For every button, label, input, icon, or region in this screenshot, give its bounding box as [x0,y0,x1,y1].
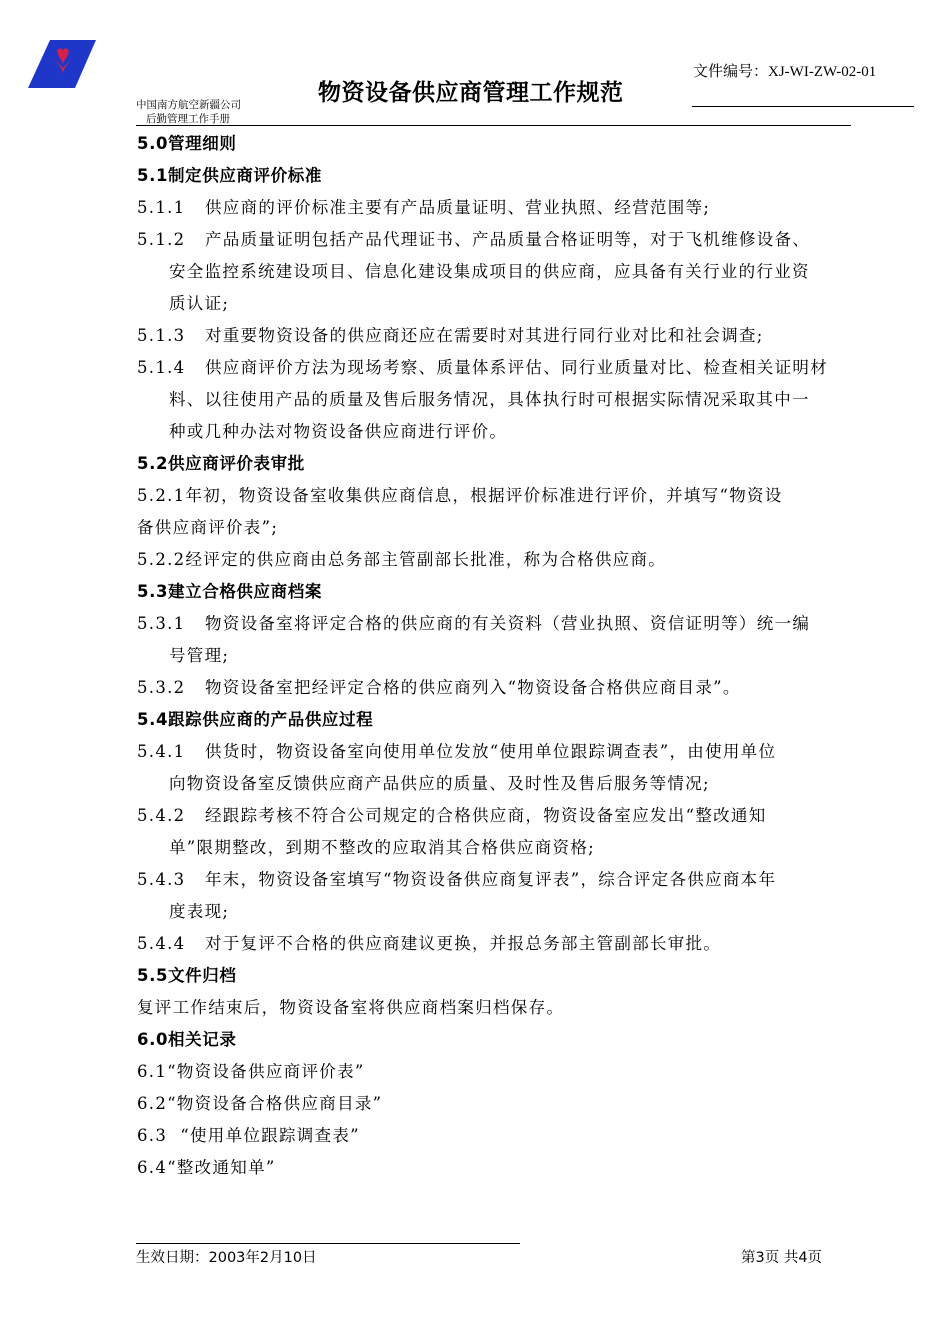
clause-continuation: 种或几种办法对物资设备供应商进行评价。 [169,422,508,441]
clause-5-3-2 [137,672,851,704]
clause-number: 5.1.2 [137,230,186,249]
airline-logo [28,40,96,88]
clause-number: 5.4.4 [137,934,186,953]
clause-text: 供应商评价方法为现场考察、质量体系评估、同行业质量对比、检查相关证明材 [205,358,828,377]
clause-text: 供货时，物资设备室向使用单位发放“使用单位跟踪调查表”，由使用单位 [205,742,777,761]
clause-text: 产品质量证明包括产品代理证书、产品质量合格证明等，对于飞机维修设备、 [205,230,811,249]
clause-5-2-1: 5.2.1年初，物资设备室收集供应商信息，根据评价标准进行评价，并填写“物资设 [137,486,783,505]
document-title: 物资设备供应商管理工作规范 [318,80,624,106]
section-5-0-heading: 5.0管理细则 [137,134,237,153]
section-5-5-text: 复评工作结束后，物资设备室将供应商档案归档保存。 [137,998,565,1017]
clause-continuation: 质认证; [169,294,230,313]
clause-5-1-1 [137,192,851,224]
clause-number: 5.1.4 [137,358,186,377]
clause-continuation: 单”限期整改，到期不整改的应取消其合格供应商资格; [169,838,595,857]
clause-5-4-1 [137,736,851,768]
company-line-1: 中国南方航空新疆公司 [136,99,241,111]
clause-number: 5.3.2 [137,678,186,697]
page-number: 第3页 共4页 [741,1250,823,1266]
section-6-0-heading: 6.0相关记录 [137,1030,237,1049]
clause-text: 对于复评不合格的供应商建议更换，并报总务部主管副部长审批。 [205,934,722,953]
effective-date: 生效日期：2003年2月10日 [136,1250,317,1266]
footer-rule [136,1243,520,1244]
clause-5-2-2: 5.2.2经评定的供应商由总务部主管副部长批准，称为合格供应商。 [137,550,667,569]
clause-number: 5.1.3 [137,326,186,345]
clause-number: 5.1.1 [137,198,186,217]
clause-5-3-1 [137,608,851,640]
clause-5-4-2 [137,800,851,832]
clause-number: 5.4.2 [137,806,186,825]
clause-5-1-3 [137,320,851,352]
section-5-1-heading: 5.1制定供应商评价标准 [137,166,322,185]
record-item: 6.4“整改通知单” [137,1158,276,1177]
clause-number: 5.4.3 [137,870,186,889]
clause-continuation: 号管理; [169,646,230,665]
clause-continuation: 料、以往使用产品的质量及售后服务情况，具体执行时可根据实际情况采取其中一 [169,390,810,409]
clause-5-4-4 [137,928,851,960]
clause-text: 经跟踪考核不符合公司规定的合格供应商，物资设备室应发出“整改通知 [205,806,767,825]
company-name [136,98,241,126]
clause-5-4-3 [137,864,851,896]
section-5-3-heading: 5.3建立合格供应商档案 [137,582,322,601]
clause-number: 5.3.1 [137,614,186,633]
header-rule-right [692,106,914,107]
document-number: 文件编号：XJ-WI-ZW-02-01 [693,64,877,80]
clause-5-2-1-continuation: 备供应商评价表”; [137,518,279,537]
clause-number: 5.4.1 [137,742,186,761]
clause-text: 对重要物资设备的供应商还应在需要时对其进行同行业对比和社会调查; [205,326,764,345]
clause-continuation: 向物资设备室反馈供应商产品供应的质量、及时性及售后服务等情况; [169,774,710,793]
clause-continuation: 安全监控系统建设项目、信息化建设集成项目的供应商，应具备有关行业的行业资 [169,262,810,281]
clause-text: 物资设备室把经评定合格的供应商列入“物资设备合格供应商目录”。 [205,678,741,697]
clause-text: 供应商的评价标准主要有产品质量证明、营业执照、经营范围等; [205,198,711,217]
clause-5-1-2 [137,224,851,256]
section-5-4-heading: 5.4跟踪供应商的产品供应过程 [137,710,374,729]
header-rule [136,125,851,126]
document-body [137,128,851,1184]
record-item: 6.3 “使用单位跟踪调查表” [137,1126,360,1145]
clause-5-1-4 [137,352,851,384]
clause-text: 物资设备室将评定合格的供应商的有关资料（营业执照、资信证明等）统一编 [205,614,811,633]
section-5-5-heading: 5.5文件归档 [137,966,237,985]
clause-continuation: 度表现; [169,902,230,921]
record-item: 6.2“物资设备合格供应商目录” [137,1094,383,1113]
company-line-2: 后勤管理工作手册 [146,113,230,125]
record-item: 6.1“物资设备供应商评价表” [137,1062,365,1081]
clause-text: 年末，物资设备室填写“物资设备供应商复评表”，综合评定各供应商本年 [205,870,777,889]
section-5-2-heading: 5.2供应商评价表审批 [137,454,305,473]
